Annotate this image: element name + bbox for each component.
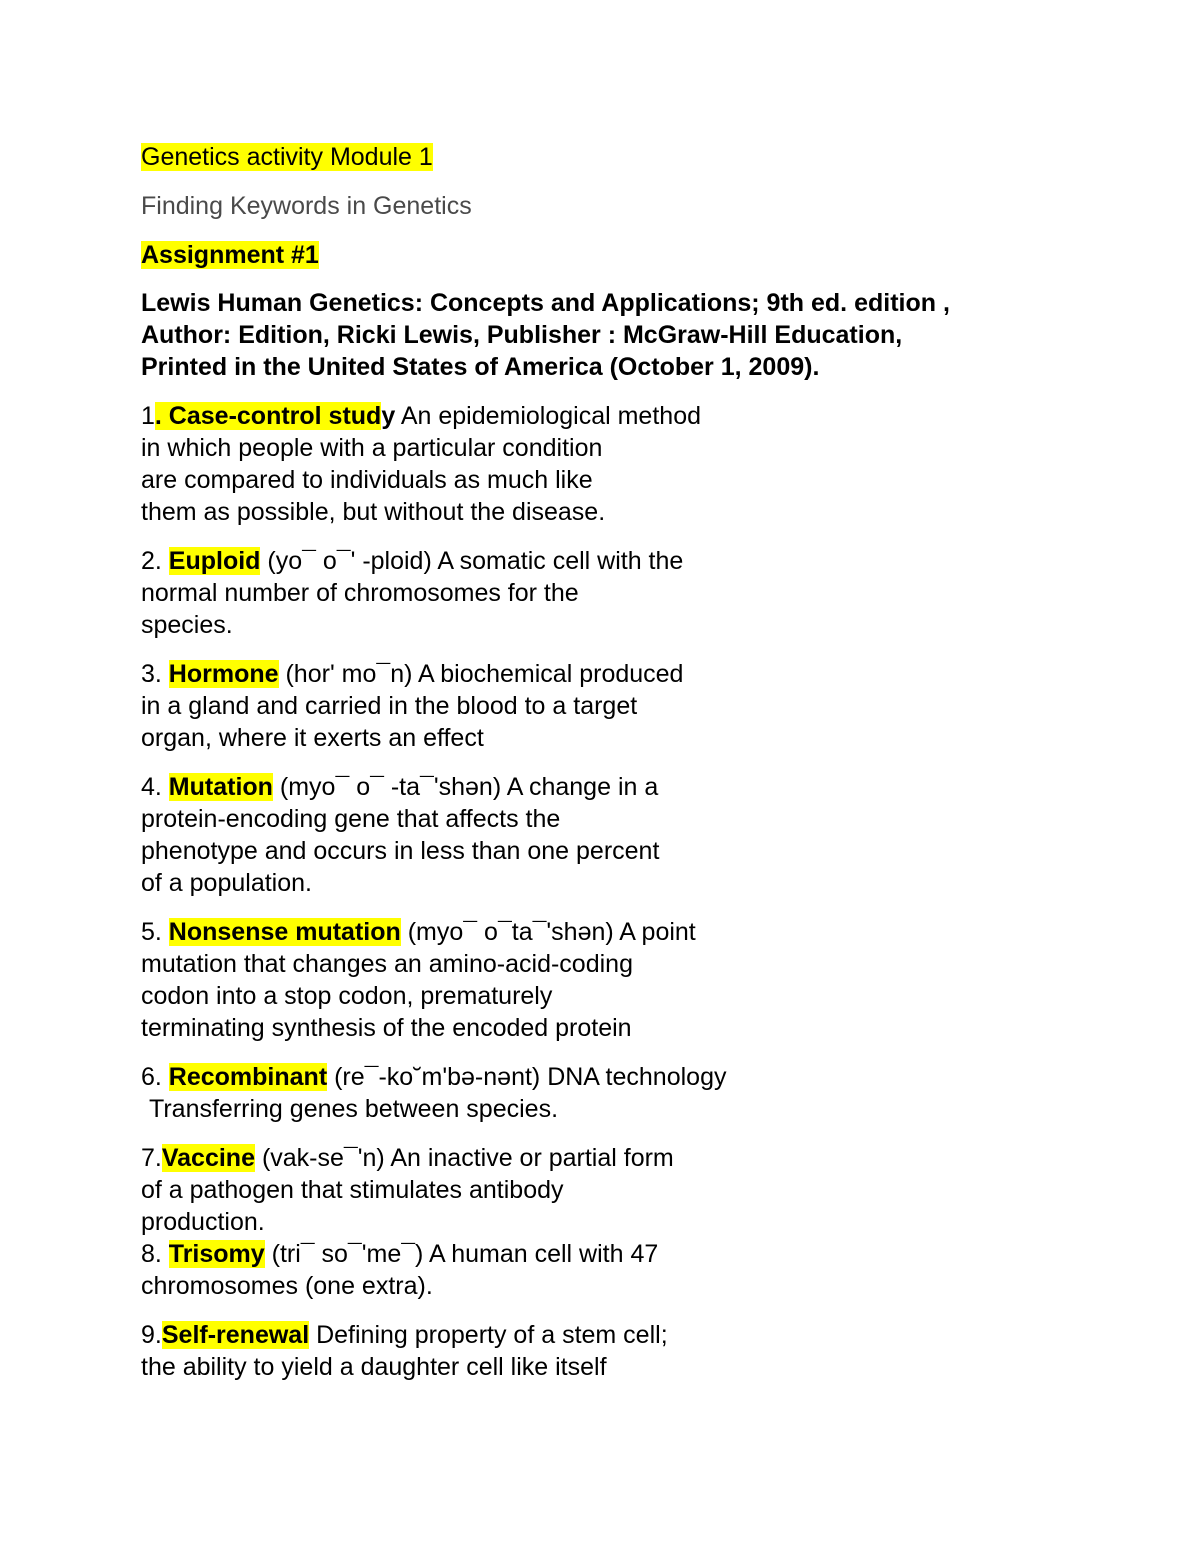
term-definition: A somatic cell with the (437, 547, 684, 575)
term-keyword-tail: y (381, 402, 396, 430)
term-line: of a population. (141, 869, 312, 897)
term-pronunciation: (tri¯ so¯'me¯) (271, 1240, 424, 1268)
term-line: species. (141, 611, 233, 639)
term-definition: A change in a (506, 773, 659, 801)
term-keyword: Euploid (168, 547, 261, 575)
term-definition: A human cell with 47 (428, 1240, 659, 1268)
term-pronunciation: (yo¯ o¯' -ploid) (267, 547, 432, 575)
term-keyword: Recombinant (168, 1063, 328, 1091)
term-definition: Defining property of a stem cell; (316, 1321, 668, 1349)
glossary-term (141, 1319, 1061, 1383)
term-line: organ, where it exerts an effect (141, 724, 484, 752)
term-line: the ability to yield a daughter cell like itself (141, 1353, 607, 1381)
term-keyword: Mutation (168, 773, 273, 801)
term-line: them as possible, but without the disease. (141, 498, 606, 526)
term-line: are compared to individuals as much like (141, 466, 593, 494)
glossary-term (141, 1142, 1061, 1238)
term-definition: An epidemiological method (400, 402, 701, 430)
glossary-term (141, 658, 1061, 754)
term-pronunciation: (myo¯ o¯ -ta¯'shən) (279, 773, 502, 801)
assignment-heading (141, 238, 1061, 272)
term-definition: An inactive or partial form (390, 1144, 674, 1172)
term-line: normal number of chromosomes for the (141, 579, 579, 607)
term-pronunciation: (re¯-ko˘m'bə-nənt) (334, 1063, 541, 1091)
term-line: production. (141, 1208, 265, 1236)
term-line: in which people with a particular condition (141, 434, 603, 462)
glossary-term (141, 400, 1061, 528)
term-line (141, 545, 1061, 577)
term-keyword: Self-renewal (161, 1321, 310, 1349)
term-line (141, 658, 1061, 690)
term-number: 8. (141, 1240, 169, 1268)
term-pronunciation: (myo¯ o¯ta¯'shən) (407, 918, 614, 946)
citation-line: Lewis Human Genetics: Concepts and Applications; 9th ed. edition , (141, 289, 950, 317)
book-citation (141, 287, 1061, 383)
term-definition: DNA technology (547, 1063, 727, 1091)
term-line: phenotype and occurs in less than one percent (141, 837, 660, 865)
term-line (141, 400, 1061, 432)
glossary-term (141, 545, 1061, 641)
term-number: 9. (141, 1321, 162, 1349)
term-keyword: Vaccine (161, 1144, 255, 1172)
term-line (141, 1319, 1061, 1351)
document-subtitle: Finding Keywords in Genetics (141, 192, 472, 220)
term-line: of a pathogen that stimulates antibody (141, 1176, 564, 1204)
term-line: terminating synthesis of the encoded protein (141, 1014, 632, 1042)
term-number: 4. (141, 773, 169, 801)
citation-line: Printed in the United States of America (October 1, 2009). (141, 353, 820, 381)
term-number: 1 (141, 402, 155, 430)
assignment-highlight: Assignment #1 (141, 241, 319, 269)
term-keyword: Trisomy (168, 1240, 265, 1268)
term-line: codon into a stop codon, prematurely (141, 982, 553, 1010)
term-line (141, 1142, 1061, 1174)
term-keyword: Nonsense mutation (168, 918, 401, 946)
term-line: protein-encoding gene that affects the (141, 805, 561, 833)
term-pronunciation: (hor' mo¯n) (285, 660, 413, 688)
glossary-term (141, 771, 1061, 899)
term-number: 3. (141, 660, 169, 688)
title-highlight: Genetics activity Module 1 (141, 143, 433, 171)
term-line: chromosomes (one extra). (141, 1272, 433, 1300)
term-number: 6. (141, 1063, 169, 1091)
term-line: in a gland and carried in the blood to a target (141, 692, 638, 720)
glossary-term (141, 1061, 1061, 1125)
term-definition: A biochemical produced (418, 660, 684, 688)
term-pronunciation: (vak-se¯'n) (261, 1144, 385, 1172)
term-number: 5. (141, 918, 169, 946)
term-line (141, 1238, 1061, 1270)
term-line: Transferring genes between species. (149, 1095, 559, 1123)
document-body (141, 140, 1061, 1383)
document-title (141, 140, 1061, 174)
term-line (141, 1061, 1061, 1093)
glossary-term (141, 916, 1061, 1044)
term-keyword: . Case-control stud (154, 402, 382, 430)
term-keyword: Hormone (168, 660, 279, 688)
term-line (141, 916, 1061, 948)
citation-line: Author: Edition, Ricki Lewis, Publisher : McGraw-Hill Education, (141, 321, 903, 349)
glossary-term (141, 1238, 1061, 1302)
term-line: mutation that changes an amino-acid-coding (141, 950, 633, 978)
term-number: 7. (141, 1144, 162, 1172)
term-number: 2. (141, 547, 169, 575)
term-line (141, 771, 1061, 803)
term-definition: A point (619, 918, 696, 946)
